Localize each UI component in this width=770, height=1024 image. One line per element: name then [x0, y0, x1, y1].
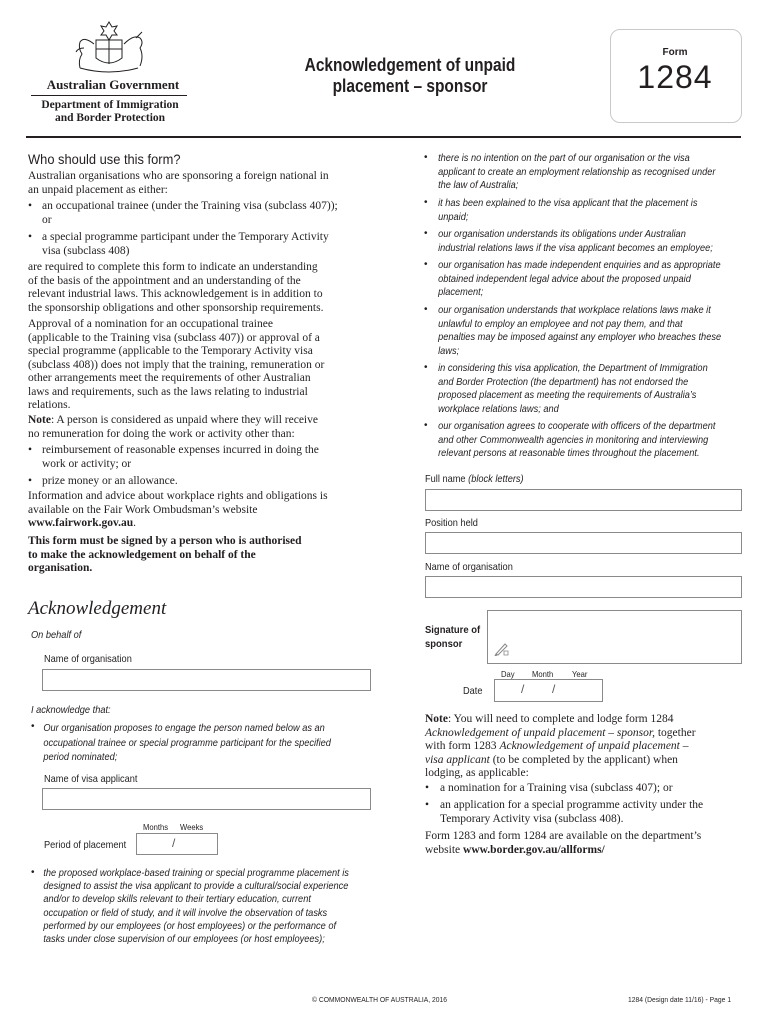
ack-line: tasks under close supervision of our employees (or host employees);: [43, 933, 325, 946]
right-line: penalties may be imposed against any employer who breaches these: [438, 331, 722, 343]
note-text: : A person is considered as unpaid where they will receive: [51, 414, 318, 426]
bullet-dot: •: [424, 304, 428, 315]
note-label: Note: [28, 414, 51, 426]
period-separator: /: [172, 836, 176, 850]
note-label: Note: [425, 713, 448, 725]
bullet-special: [28, 231, 398, 258]
ack-line: Our organisation proposes to engage the person named below as an: [43, 722, 325, 734]
date-label: Date: [463, 685, 483, 697]
right-line: the law of Australia;: [438, 179, 519, 191]
bullet-reimbursement: [28, 444, 398, 471]
period: .: [133, 517, 136, 529]
period-label: Period of placement: [44, 839, 127, 851]
bullet-line: visa (subclass 408): [42, 244, 130, 257]
bullet-dot: •: [28, 200, 33, 212]
bullet-dot: •: [424, 362, 428, 373]
right-line: and other Commonwealth agencies in monitoring and interviewing: [438, 433, 709, 446]
bullet-dot: •: [424, 152, 428, 163]
bullet-prize: [28, 475, 398, 489]
right-line: our organisation understands its obligations under Australian: [438, 228, 686, 240]
date-separator-2: /: [552, 682, 556, 696]
para-line: This form must be signed by a person who is authorised: [28, 535, 302, 547]
right-line: our organisation understands that workplace relations laws make it: [438, 304, 711, 316]
bullet-line: work or activity; or: [42, 457, 132, 470]
position-input[interactable]: [425, 532, 742, 554]
bullet-dot: •: [31, 721, 35, 732]
right-bullet-4: [424, 259, 770, 300]
coat-of-arms-icon: [66, 18, 152, 76]
full-name-text: Full name: [425, 473, 466, 485]
copyright: © COMMONWEALTH OF AUSTRALIA, 2016: [312, 995, 447, 1004]
para-line: to make the acknowledgement on behalf of the: [28, 548, 256, 561]
right-line: obtained independent legal advice about the proposed unpaid: [438, 272, 691, 285]
form-title-line-1: Acknowledgement of unpaid: [304, 55, 516, 75]
intro-line: Australian organisations who are sponsoring a foreign national in: [28, 170, 329, 182]
fairwork-link[interactable]: www.fairwork.gov.au: [28, 517, 134, 529]
department-line-1: Department of Immigration: [41, 99, 179, 111]
right-line: placement;: [438, 286, 484, 298]
forms-available: [425, 830, 745, 857]
department-name: [26, 99, 194, 125]
bullet-dot: •: [28, 231, 33, 243]
right-bullet-6: [424, 362, 770, 416]
ack-line: and/or to develop skills relevant to their tertiary education, current: [43, 893, 311, 906]
month-label: Month: [532, 669, 554, 679]
year-label: Year: [572, 669, 588, 679]
header-divider: [26, 136, 741, 138]
lodge-note: [425, 713, 745, 781]
bullet-dot: •: [424, 259, 428, 270]
para-line: Approval of a nomination for an occupational trainee: [28, 318, 273, 330]
unpaid-note: [28, 414, 398, 441]
info-paragraph: [28, 490, 398, 531]
para-line: are required to complete this form to indicate an understanding: [28, 261, 318, 273]
right-line: relevant persons at reasonable times throughout the placement.: [438, 447, 700, 459]
bullet-dot: •: [31, 867, 35, 878]
note-text: : You will need to complete and lodge form 1284: [448, 713, 674, 725]
ack-line: occupation or field of study, and it will involve the observation of tasks: [43, 906, 328, 919]
ack-line: the proposed workplace-based training or special programme placement is: [43, 867, 349, 879]
ack-line: occupational trainee or special programme participant for the specified: [43, 736, 331, 749]
ack-line: period nominated;: [43, 751, 118, 763]
bullet-dot: •: [28, 444, 33, 456]
org-name-right-input[interactable]: [425, 576, 742, 598]
ack-bullet-engage: [31, 721, 376, 765]
visa-applicant-input[interactable]: [42, 788, 371, 810]
bullet-dot: •: [425, 782, 430, 794]
bullet-line: prize money or an allowance.: [42, 475, 178, 487]
para-line: special programme (applicable to the Temporary Activity visa: [28, 345, 313, 357]
para-line: laws and requirements, such as the laws relating to industrial: [28, 385, 308, 398]
note-text: (to be completed by the applicant) when: [489, 753, 678, 766]
signature-input[interactable]: [487, 610, 742, 664]
para-line: the sponsorship obligations and other sponsorship requirements.: [28, 301, 324, 314]
right-line: workplace relations laws; and: [438, 402, 559, 415]
para-line: (subclass 408)) does not imply that the training, remuneration or: [28, 358, 325, 371]
right-line: proposed placement as meeting the requirements of Australia’s: [438, 389, 697, 401]
form-title-line-2: placement – sponsor: [332, 76, 488, 96]
department-line-2: and Border Protection: [54, 112, 166, 124]
bullet-line: Temporary Activity visa (subclass 408).: [440, 812, 624, 825]
bullet-line: a special programme participant under the Temporary Activity: [42, 231, 329, 243]
who-intro: [28, 170, 398, 197]
ack-bullet-training: [31, 867, 376, 946]
right-line: laws;: [438, 344, 460, 357]
para-line: relevant industrial laws. This acknowledgement is in addition to: [28, 288, 323, 300]
bullet-line: an application for a special programme activity under the: [440, 799, 704, 811]
bullet-dot: •: [424, 420, 428, 431]
position-label: Position held: [425, 517, 478, 529]
para-line: website: [425, 843, 464, 856]
org-name-right-label: Name of organisation: [425, 561, 513, 573]
bullet-line: reimbursement of reasonable expenses incurred in doing the: [42, 444, 319, 456]
form-title: [281, 55, 539, 97]
required-paragraph: [28, 261, 398, 315]
right-line: our organisation agrees to cooperate with officers of the department: [438, 420, 716, 432]
block-letters-hint: (block letters): [468, 473, 524, 485]
right-line: applicant to create an employment relationship as recognised under: [438, 165, 716, 178]
para-line: Information and advice about workplace rights and obligations is: [28, 490, 328, 502]
right-line: unpaid;: [438, 210, 469, 223]
who-heading: Who should use this form?: [28, 151, 181, 167]
lodge-bullet-1: [425, 782, 745, 796]
full-name-input[interactable]: [425, 489, 742, 511]
note-text: together: [654, 726, 696, 739]
visa-applicant-label: Name of visa applicant: [44, 773, 138, 785]
weeks-label: Weeks: [180, 822, 204, 832]
right-bullet-3: [424, 228, 770, 255]
pen-icon: [494, 642, 510, 656]
allforms-link[interactable]: www.border.gov.au/allforms/: [463, 843, 605, 856]
bullet-dot: •: [425, 799, 430, 811]
day-label: Day: [501, 669, 515, 679]
right-line: it has been explained to the visa applicant that the placement is: [438, 197, 698, 209]
bullet-dot: •: [424, 228, 428, 239]
right-line: unlawful to employ an employee and not pay them, and that: [438, 317, 683, 330]
approval-paragraph: [28, 318, 398, 413]
para-line: organisation.: [28, 562, 93, 574]
right-line: and Border Protection (the department) has not endorsed the: [438, 375, 689, 388]
acknowledgement-heading: Acknowledgement: [28, 598, 167, 619]
right-line: industrial relations laws if the visa applicant becomes an employee;: [438, 241, 713, 254]
note-text: Acknowledgement of unpaid placement –: [499, 740, 689, 752]
page-info: 1284 (Design date 11/16) - Page 1: [628, 995, 732, 1004]
signature-label: [425, 623, 480, 651]
right-line: there is no intention on the part of our organisation or the visa: [438, 152, 690, 164]
ack-line: designed to assist the visa applicant to provide a cultural/social experience: [43, 880, 349, 893]
signing-requirement: [28, 535, 398, 576]
org-name-input[interactable]: [42, 669, 371, 691]
bullet-line: an occupational trainee (under the Training visa (subclass 407));: [42, 200, 338, 212]
para-line: (applicable to the Training visa (subclass 407)) or approval of a: [28, 331, 320, 344]
government-divider: [31, 95, 187, 96]
signature-label-line: Signature of: [425, 624, 481, 636]
right-bullet-7: [424, 420, 770, 461]
period-input[interactable]: [136, 833, 218, 855]
on-behalf-label: On behalf of: [31, 629, 82, 641]
bullet-line: a nomination for a Training visa (subclass 407); or: [440, 782, 673, 794]
note-text: Acknowledgement of unpaid placement – sponsor,: [425, 726, 655, 739]
para-line: other arrangements meet the requirements of other Australian: [28, 372, 311, 384]
form-number: 1284: [637, 59, 713, 95]
note-text: no remuneration for doing the work or activity other than:: [28, 427, 295, 440]
bullet-dot: •: [28, 475, 33, 487]
org-name-label: Name of organisation: [44, 653, 132, 665]
para-line: relations.: [28, 399, 71, 411]
full-name-label: [425, 473, 524, 485]
form-label: Form: [662, 47, 688, 58]
para-line: Form 1283 and form 1284 are available on the department’s: [425, 830, 702, 842]
bullet-dot: •: [424, 197, 428, 208]
note-text: lodging, as applicable:: [425, 767, 529, 779]
i-acknowledge-label: I acknowledge that:: [31, 704, 111, 716]
note-text: visa applicant: [425, 753, 490, 766]
right-bullet-1: [424, 152, 770, 193]
note-text: with form 1283: [425, 740, 500, 752]
signature-label-line: sponsor: [425, 638, 463, 650]
right-bullet-2: [424, 197, 770, 224]
para-line: of the basis of the appointment and an understanding of the: [28, 274, 301, 287]
para-line: available on the Fair Work Ombudsman’s website: [28, 503, 258, 516]
ack-line: performed by our employees (or host employees) or the performance of: [43, 919, 337, 932]
months-label: Months: [143, 822, 169, 832]
date-separator-1: /: [521, 682, 525, 696]
government-name: Australian Government: [46, 77, 180, 92]
right-line: in considering this visa application, the Department of Immigration: [438, 362, 708, 374]
right-line: our organisation has made independent enquiries and as appropriate: [438, 259, 721, 271]
intro-line: an unpaid placement as either:: [28, 183, 168, 196]
right-bullet-5: [424, 304, 770, 358]
bullet-line: or: [42, 213, 52, 226]
lodge-bullet-2: [425, 799, 745, 826]
bullet-training: [28, 200, 398, 227]
date-input[interactable]: [494, 679, 603, 702]
